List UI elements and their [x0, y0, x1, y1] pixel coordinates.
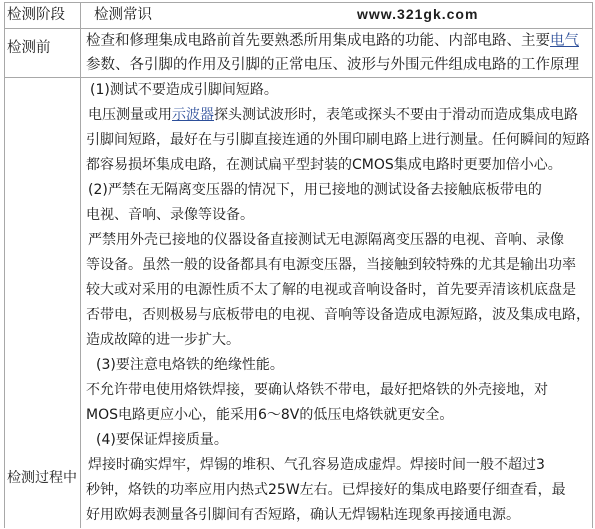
text-line: (1)测试不要造成引脚间短路。 — [90, 82, 278, 98]
table-row-before-detection — [5, 29, 592, 78]
header-stage: 检测阶段 — [5, 3, 81, 28]
text-line: 等设备。虽然一般的设备都具有电源变压器，当接触到较特殊的尤其是输出功率 — [86, 257, 576, 273]
knowledge-cell-before — [81, 29, 592, 77]
text-segment: 电压测量或用 — [88, 107, 172, 123]
table-header-row — [5, 3, 592, 29]
text-line: (3)要注意电烙铁的绝缘性能。 — [96, 357, 284, 373]
text-line: (2)严禁在无隔离变压器的情况下，用已接地的测试设备去接触底板带电的 — [88, 182, 542, 198]
detection-table — [4, 2, 593, 528]
watermark-text: www.321gk.com — [357, 6, 479, 22]
text-segment: 检查和修理集成电路前首先要熟悉所用集成电路的功能、内部电路、主要 — [86, 33, 550, 49]
text-line: 秒钟，烙铁的功率应用内热式25W左右。已焊接好的集成电路要仔细查看，最 — [86, 482, 566, 498]
text-line: 严禁用外壳已接地的仪器设备直接测试无电源隔离变压器的电视、音响、录像 — [88, 232, 564, 248]
text-line: (4)要保证焊接质量。 — [96, 432, 228, 448]
text-line — [86, 103, 592, 128]
text-line: 较大或对采用的电源性质不太了解的电视或音响设备时，首先要弄清该机底盘是 — [86, 282, 576, 298]
text-line: 好用欧姆表测量各引脚间有否短路，确认无焊锡粘连现象再接通电源。 — [86, 507, 520, 523]
text-line: 参数、各引脚的作用及引脚的正常电压、波形与外围元件组成电路的工作原理 — [86, 57, 579, 73]
text-line: 焊接时确实焊牢，焊锡的堆积、气孔容易造成虚焊。焊接时间一般不超过3 — [88, 457, 545, 473]
table-row-during-detection — [5, 78, 592, 528]
text-segment: 探头测试波形时，表笔或探头不要由于滑动而造成集成电路 — [214, 107, 578, 123]
text-line: 否带电，否则极易与底板带电的电视、音响等设备造成电源短路，波及集成电路， — [86, 307, 590, 323]
text-line: 造成故障的进一步扩大。 — [86, 332, 240, 348]
oscilloscope-link[interactable]: 示波器 — [172, 107, 214, 123]
text-line: 电视、音响、录像等设备。 — [86, 207, 254, 223]
text-line: MOS电路更应小心，能采用6～8V的低压电烙铁就更安全。 — [86, 407, 454, 423]
header-knowledge: 检测常识 — [94, 7, 152, 23]
knowledge-cell-during — [81, 78, 592, 528]
text-line: 引脚间短路，最好在与引脚直接连通的外围印刷电路上进行测量。任何瞬间的短路 — [86, 132, 590, 148]
stage-cell-during: 检测过程中 — [5, 78, 81, 528]
electrical-link[interactable]: 电气 — [550, 33, 579, 49]
text-line: 不允许带电使用烙铁焊接，要确认烙铁不带电，最好把烙铁的外壳接地，对 — [86, 382, 548, 398]
text-line — [86, 29, 592, 53]
text-line: 都容易损坏集成电路，在测试扁平型封装的CMOS集成电路时更要加倍小心。 — [86, 157, 562, 173]
stage-cell-before: 检测前 — [5, 29, 81, 77]
